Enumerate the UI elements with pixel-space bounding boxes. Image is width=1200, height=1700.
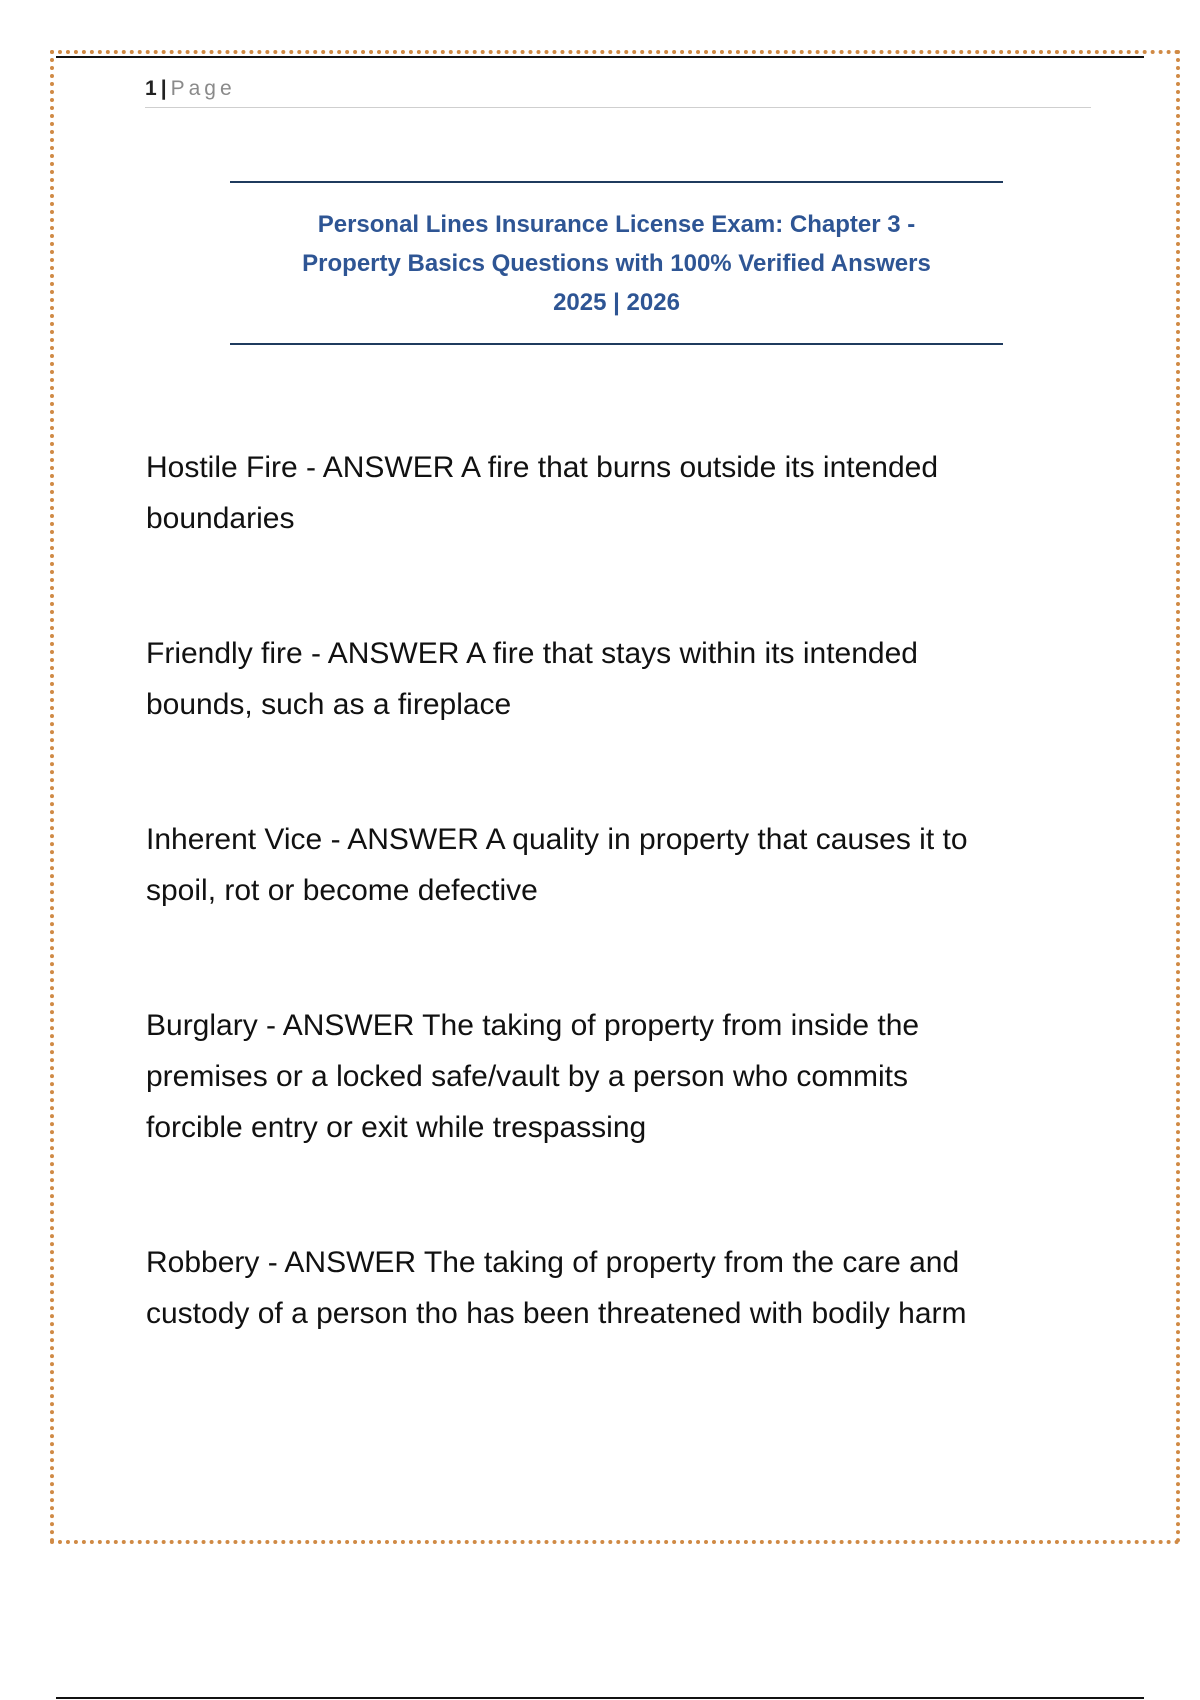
entry-text-line: premises or a locked safe/vault by a person who commits [146, 1060, 908, 1093]
qa-entry-burglary [146, 1000, 1096, 1153]
entry-text-line: custody of a person tho has been threatened with bodily harm [146, 1297, 967, 1330]
entry-text-line: Inherent Vice - ANSWER A quality in property that causes it to [146, 823, 968, 856]
entry-text-line: spoil, rot or become defective [146, 874, 538, 907]
page-separator: | [160, 77, 167, 100]
page-header [145, 72, 1091, 108]
qa-entry-inherent-vice [146, 814, 1096, 916]
qa-list [146, 442, 1096, 1339]
entry-text-line: Robbery - ANSWER The taking of property from the care and [146, 1246, 960, 1279]
entry-text-line: Burglary - ANSWER The taking of property from inside the [146, 1009, 920, 1042]
title-line-3: 2025 | 2026 [553, 289, 680, 316]
title-line-1: Personal Lines Insurance License Exam: Chapter 3 - [317, 211, 916, 238]
page-label: Page [170, 77, 236, 100]
entry-text-line: Friendly fire - ANSWER A fire that stays within its intended [146, 637, 918, 670]
qa-entry-friendly-fire [146, 628, 1096, 730]
entry-text-line: bounds, such as a fireplace [146, 688, 512, 721]
top-rule [56, 56, 1144, 58]
qa-entry-hostile-fire [146, 442, 1096, 544]
entry-text-line: forcible entry or exit while trespassing [146, 1111, 647, 1144]
entry-text-line: Hostile Fire - ANSWER A fire that burns outside its intended [146, 451, 939, 484]
qa-entry-robbery [146, 1237, 1096, 1339]
bottom-rule [56, 1697, 1144, 1699]
title-line-2: Property Basics Questions with 100% Verified Answers [302, 250, 931, 277]
document-title [230, 181, 1003, 345]
entry-text-line: boundaries [146, 502, 295, 535]
page-number: 1 [145, 77, 157, 100]
